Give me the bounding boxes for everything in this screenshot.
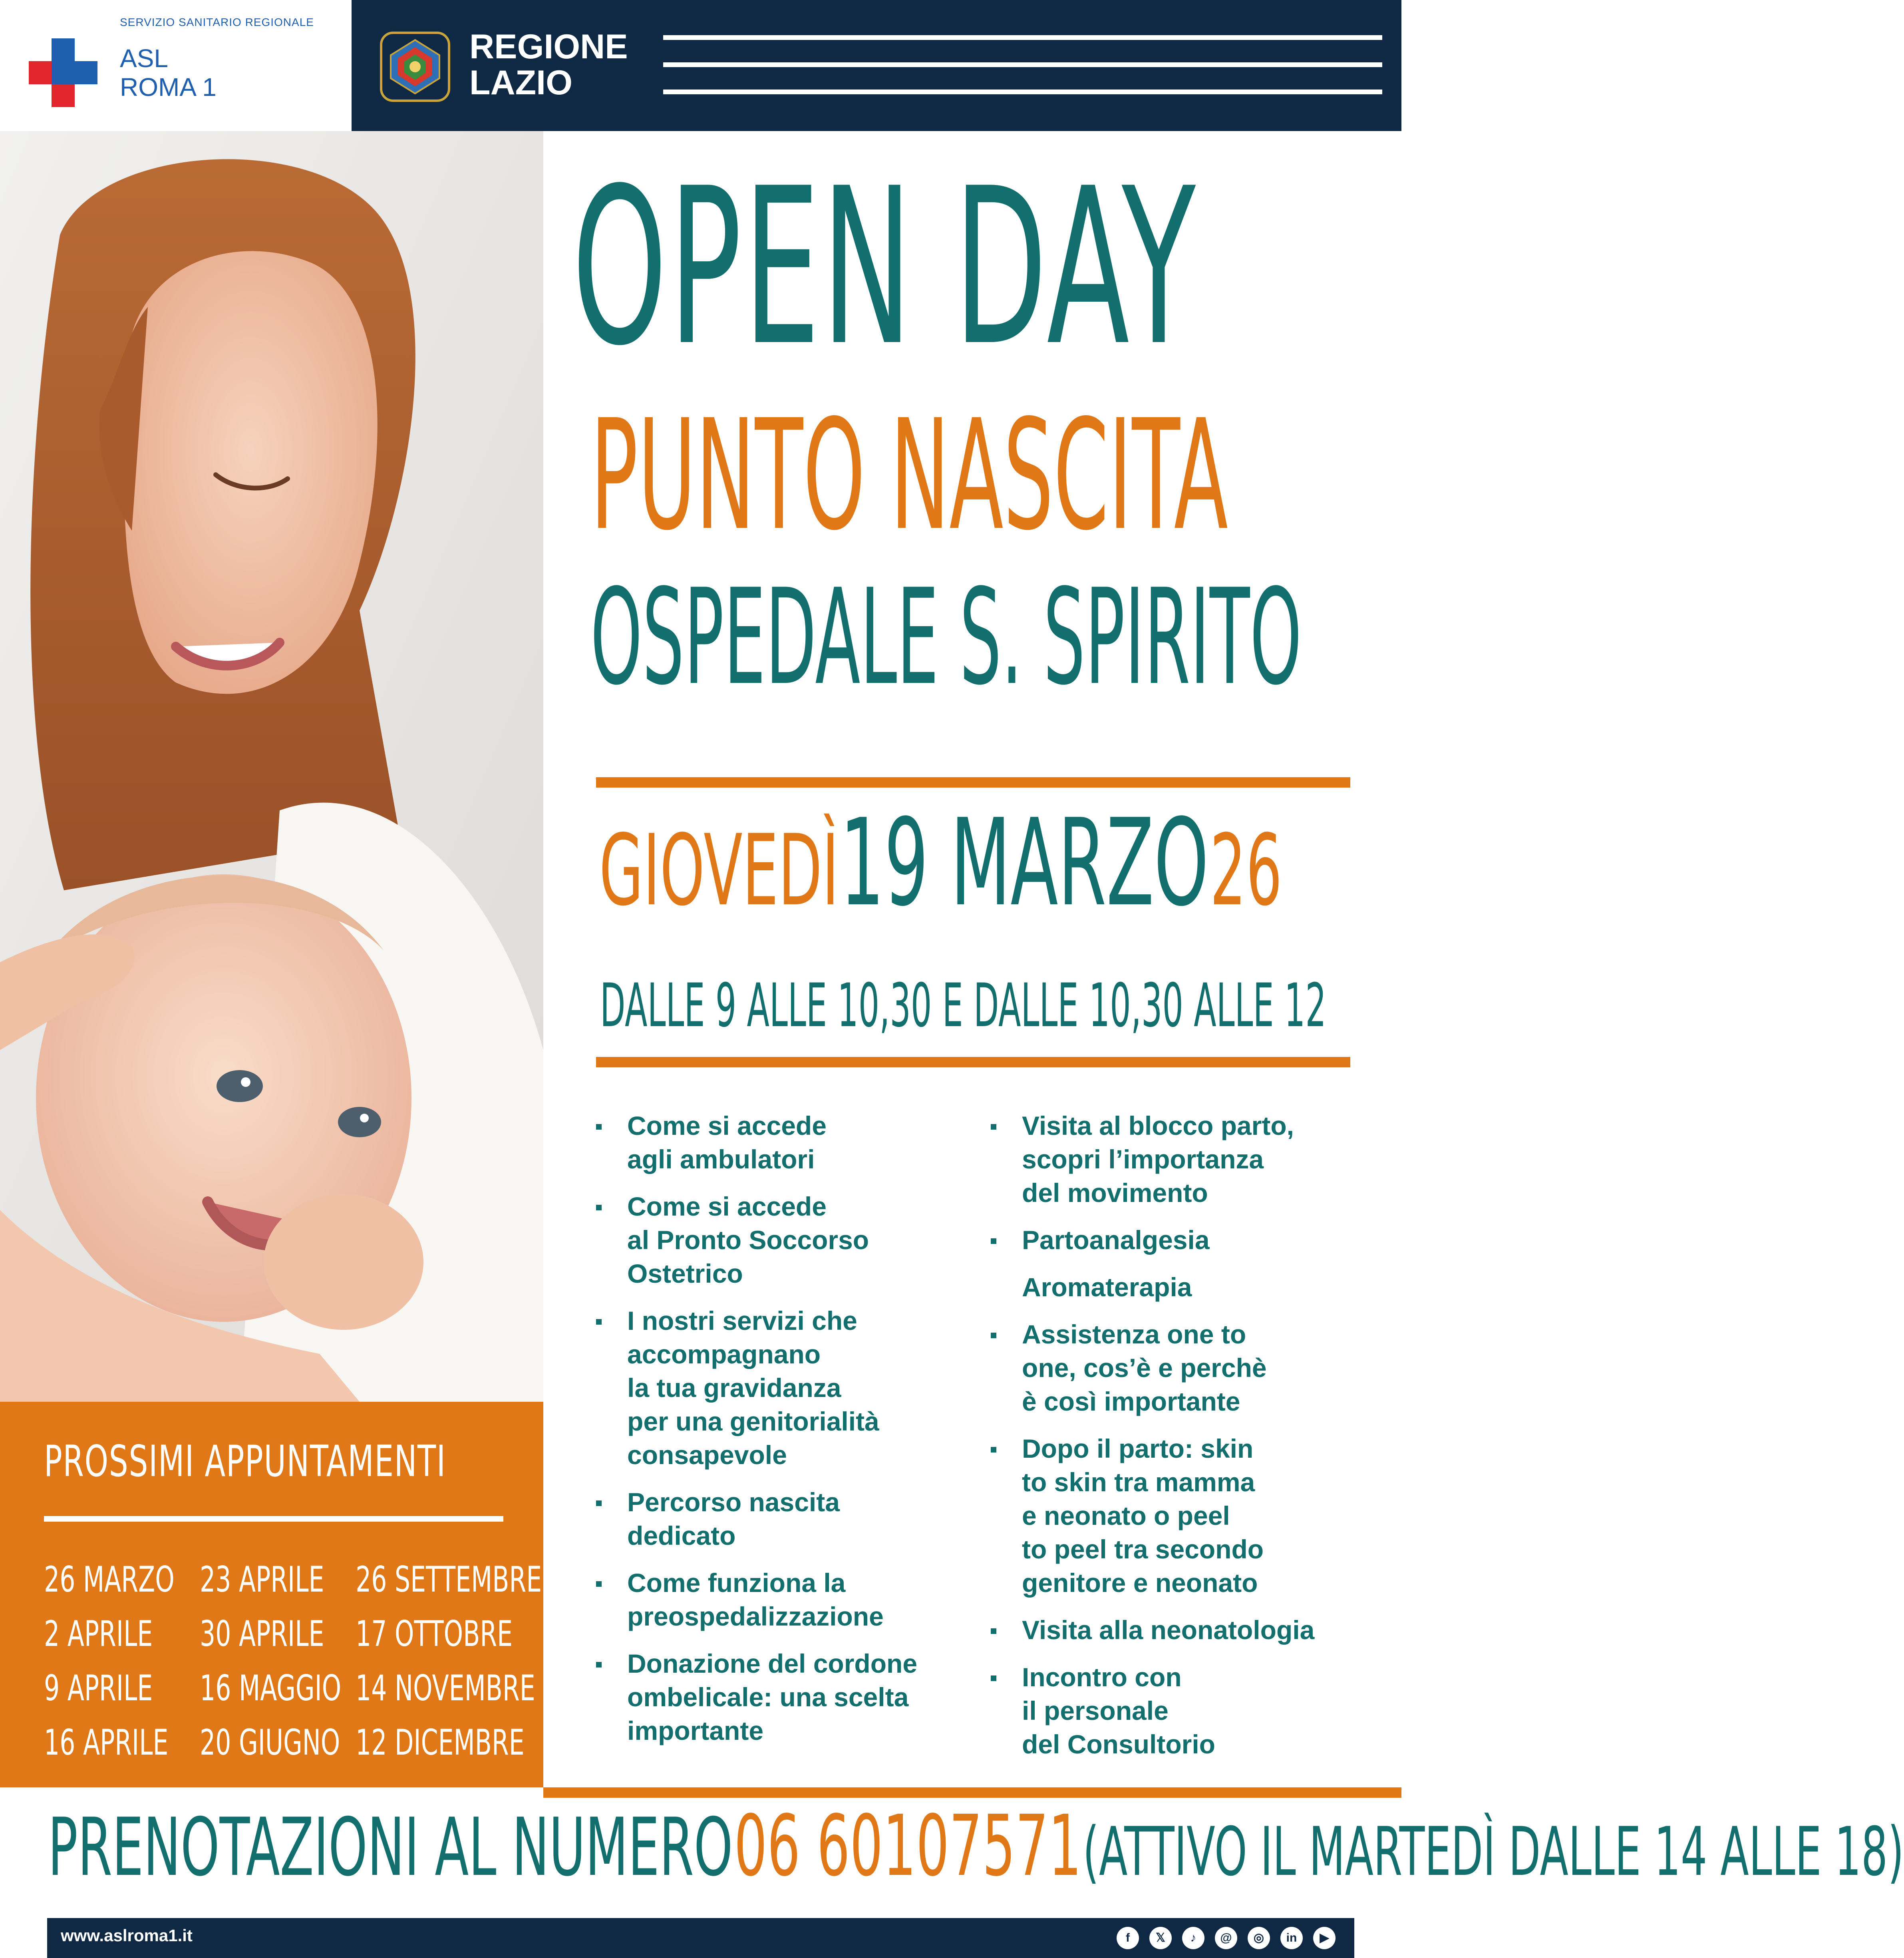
header-line <box>663 90 1382 94</box>
bullet-icon <box>991 1675 996 1681</box>
bullet-icon <box>596 1205 602 1210</box>
appointment-date: 30 APRILE <box>200 1613 324 1654</box>
x-icon[interactable]: 𝕏 <box>1149 1927 1172 1949</box>
topic-text: Donazione del cordone ombelicale: una scelta importante <box>627 1649 918 1745</box>
topic-text: Come funziona la preospedalizzazione <box>627 1568 884 1631</box>
bullet-icon <box>596 1581 602 1587</box>
title-punto-nascita: PUNTO NASCITA <box>590 387 1228 564</box>
topic-text: Partoanalgesia <box>1022 1225 1210 1255</box>
website-link[interactable]: www.aslroma1.it <box>61 1926 193 1945</box>
topic-item <box>1022 1223 1389 1257</box>
event-year: 26 <box>1210 814 1282 927</box>
appointments-divider <box>44 1516 503 1522</box>
topic-text: Come si accede al Pronto Soccorso Ostetrico <box>627 1192 869 1288</box>
appointments-title: PROSSIMI APPUNTAMENTI <box>44 1437 446 1486</box>
appointment-date: 12 DICEMBRE <box>356 1722 525 1763</box>
appointment-date: 14 NOVEMBRE <box>356 1667 535 1709</box>
region-name <box>469 29 628 101</box>
bullet-icon <box>991 1333 996 1338</box>
appointment-date: 23 APRILE <box>200 1559 324 1600</box>
appointment-date: 16 APRILE <box>44 1722 169 1763</box>
event-day: GIOVEDÌ <box>599 814 839 927</box>
threads-icon[interactable]: @ <box>1215 1927 1237 1949</box>
asl-cross-logo <box>29 38 97 107</box>
topic-text: Dopo il parto: skin to skin tra mamma e neonato o peel to peel tra secondo genitore e neonato <box>1022 1434 1264 1598</box>
header-line <box>663 35 1382 40</box>
mother-baby-photo <box>0 131 543 1402</box>
topic-text: Visita alla neonatologia <box>1022 1615 1315 1645</box>
appointment-date: 20 GIUGNO <box>200 1722 340 1763</box>
bullet-icon <box>991 1447 996 1453</box>
title-hospital: OSPEDALE S. SPIRITO <box>590 561 1302 714</box>
appointment-date: 26 SETTEMBRE <box>356 1559 542 1600</box>
topics-list-left <box>627 1109 987 1761</box>
region-name-line2: LAZIO <box>469 64 572 102</box>
tiktok-icon[interactable]: ♪ <box>1182 1927 1204 1949</box>
asl-name-line2: ROMA 1 <box>120 73 217 101</box>
bullet-icon <box>991 1628 996 1634</box>
topic-item <box>1022 1613 1389 1647</box>
booking-line <box>48 1797 1904 1895</box>
event-day-month: 19 MARZO <box>840 793 1209 933</box>
booking-phone-number[interactable]: 06 60107571 <box>734 1797 1082 1895</box>
topic-item <box>1022 1432 1389 1600</box>
topic-item <box>627 1566 987 1633</box>
topics-list-right <box>1022 1109 1389 1775</box>
asl-name-line1: ASL <box>120 44 168 73</box>
divider <box>543 1787 1401 1798</box>
bullet-icon <box>596 1662 602 1667</box>
booking-hours-note: (ATTIVO IL MARTEDÌ DALLE 14 ALLE 18) <box>1083 1813 1904 1891</box>
topic-text: Come si accede agli ambulatori <box>627 1111 827 1174</box>
topic-item <box>627 1109 987 1176</box>
appointments-column <box>356 1552 622 1770</box>
topic-text: I nostri servizi che accompagnano la tua gravidanza per una genitorialità consapevole <box>627 1306 879 1470</box>
appointment-date: 2 APRILE <box>44 1613 153 1654</box>
booking-label: PRENOTAZIONI AL NUMERO <box>48 1801 733 1894</box>
bullet-icon <box>991 1124 996 1130</box>
topic-item <box>1022 1109 1389 1210</box>
appointment-date: 9 APRILE <box>44 1667 153 1709</box>
topic-item <box>1022 1270 1389 1304</box>
topic-text: Percorso nascita dedicato <box>627 1487 840 1550</box>
topic-item <box>627 1304 987 1472</box>
appointment-date: 26 MARZO <box>44 1559 175 1600</box>
linkedin-icon[interactable]: in <box>1280 1927 1303 1949</box>
event-date <box>599 793 1282 933</box>
bullet-icon <box>596 1319 602 1325</box>
bullet-icon <box>596 1500 602 1506</box>
divider <box>596 777 1350 788</box>
regione-lazio-emblem <box>380 31 451 102</box>
appointment-date: 16 MAGGIO <box>200 1667 342 1709</box>
topic-item <box>1022 1660 1389 1761</box>
appointment-date: 17 OTTOBRE <box>356 1613 513 1654</box>
bullet-icon <box>991 1238 996 1244</box>
title-open-day: OPEN DAY <box>572 142 1198 393</box>
header-line <box>663 62 1382 67</box>
bullet-icon <box>596 1124 602 1130</box>
divider <box>596 1057 1350 1067</box>
topic-text: Aromaterapia <box>1022 1272 1192 1302</box>
topic-text: Visita al blocco parto, scopri l’importanza del movimento <box>1022 1111 1294 1208</box>
topic-item <box>627 1647 987 1747</box>
asl-name <box>120 44 217 101</box>
topic-item <box>1022 1317 1389 1418</box>
region-name-line1: REGIONE <box>469 28 628 66</box>
facebook-icon[interactable]: f <box>1117 1927 1139 1949</box>
topic-text: Assistenza one to one, cos’è e perchè è così importante <box>1022 1319 1267 1416</box>
youtube-icon[interactable]: ▶ <box>1313 1927 1336 1949</box>
instagram-icon[interactable]: ◎ <box>1248 1927 1270 1949</box>
event-hours: DALLE 9 ALLE 10,30 E DALLE 10,30 ALLE 12 <box>600 971 1326 1041</box>
topic-item <box>627 1485 987 1552</box>
ssr-label: SERVIZIO SANITARIO REGIONALE <box>120 16 314 28</box>
topic-text: Incontro con il personale del Consultorio <box>1022 1662 1215 1759</box>
topic-item <box>627 1190 987 1290</box>
